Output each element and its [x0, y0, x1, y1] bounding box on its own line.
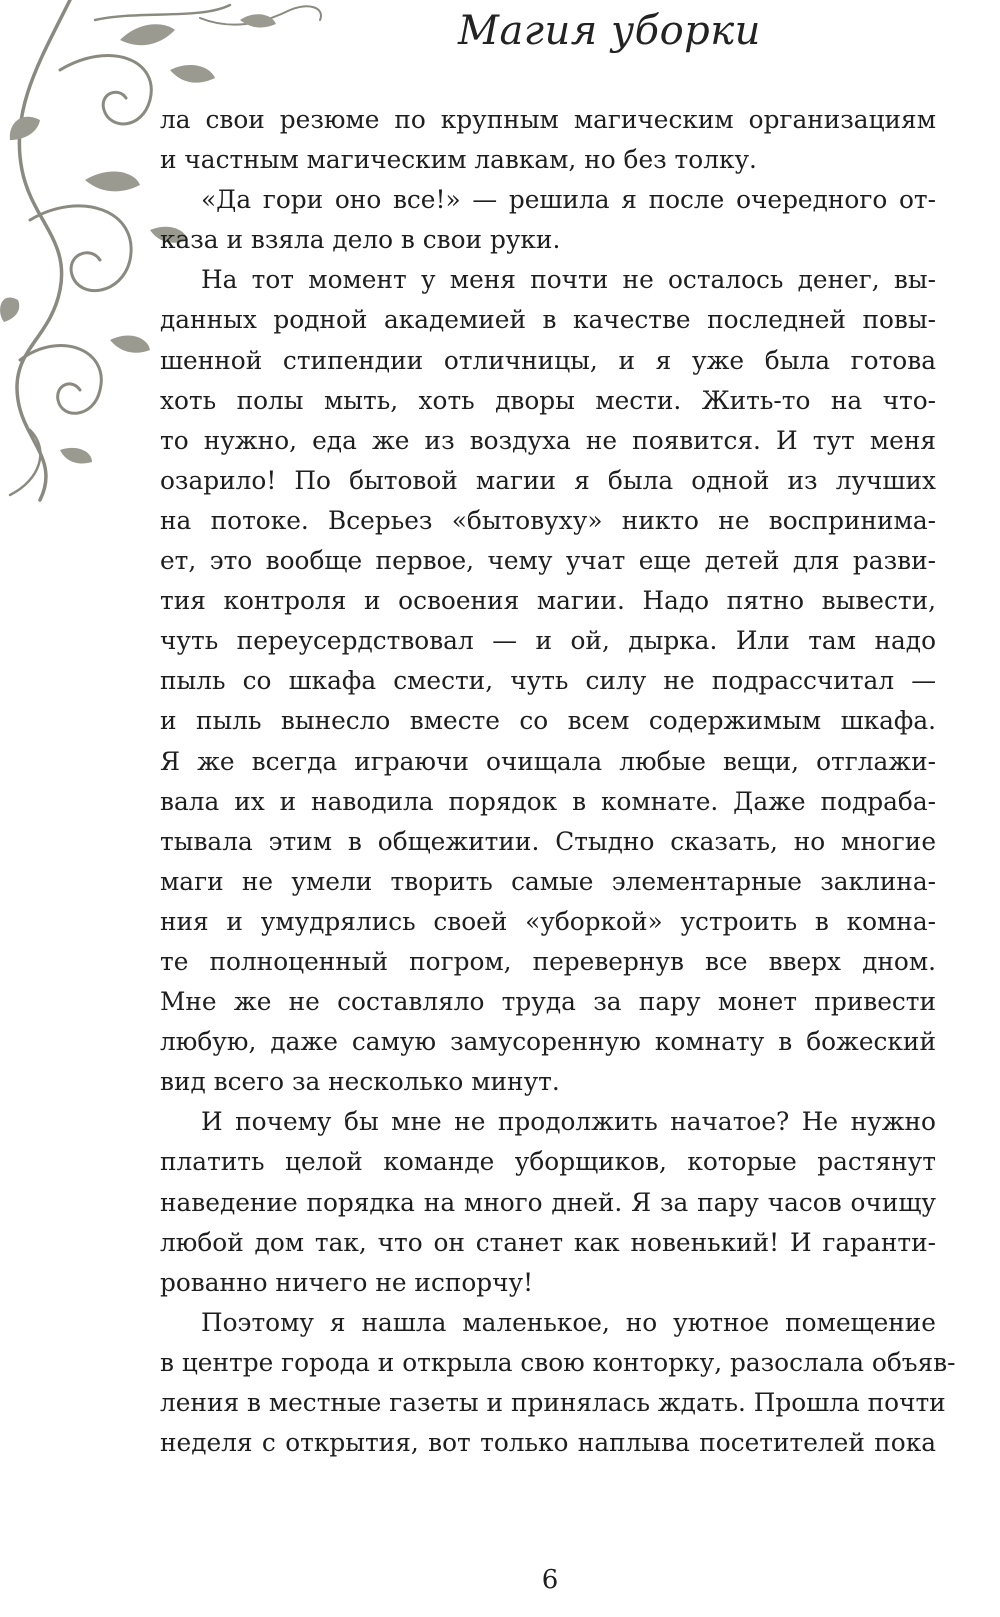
text-line: данных родной академией в качестве последней повы-	[160, 305, 936, 335]
text-body	[160, 100, 956, 1463]
text-line: На тот момент у меня почти не осталось денег, вы-	[201, 265, 936, 295]
text-line: Поэтому я нашла маленькое, но уютное помещение	[201, 1307, 936, 1337]
text-line: Мне же не составляло труда за пару монет привести	[160, 987, 936, 1017]
text-line: чуть переусердствовал — и ой, дырка. Или там надо	[160, 626, 936, 656]
text-line: озарило! По бытовой магии я была одной из лучших	[160, 465, 936, 495]
text-line: на потоке. Всерьез «бытовуху» никто не воспринима-	[160, 505, 936, 535]
text-line: ния и умудрялись своей «уборкой» устроить в комна-	[160, 906, 936, 936]
text-line: любую, даже самую замусоренную комнату в божеский	[160, 1027, 936, 1057]
text-line: вала их и наводила порядок в комнате. Даже подраба-	[160, 786, 936, 816]
paragraph	[160, 1102, 936, 1302]
text-line: и частным магическим лавкам, но без толку.	[160, 145, 757, 175]
text-line: вид всего за несколько минут.	[160, 1067, 560, 1097]
text-line: пыль со шкафа смести, чуть силу не подрассчитал —	[160, 666, 936, 696]
text-line: платить целой команде уборщиков, которые растянут	[160, 1147, 936, 1177]
text-line: ла свои резюме по крупным магическим организациям	[160, 105, 936, 134]
paragraph	[160, 100, 936, 180]
text-line: шенной стипендии отличницы, и я уже была готова	[160, 345, 936, 375]
text-line: рованно ничего не испорчу!	[160, 1267, 534, 1297]
text-line: то нужно, еда же из воздуха не появится. И тут меня	[160, 425, 936, 455]
text-line: тия контроля и освоения магии. Надо пятно вывести,	[160, 586, 936, 616]
text-line: наведение порядка на много дней. Я за пару часов очищу	[160, 1187, 936, 1217]
paragraph	[160, 180, 936, 260]
text-line: ет, это вообще первое, чему учат еще детей для разви-	[160, 546, 936, 576]
text-line: «Да гори оно все!» — решила я после очередного от-	[201, 185, 936, 215]
text-line: каза и взяла дело в свои руки.	[160, 225, 561, 255]
text-line: те полноценный погром, перевернув все вверх дном.	[160, 946, 936, 976]
text-line: тывала этим в общежитии. Стыдно сказать, но многие	[160, 826, 936, 856]
text-line: И почему бы мне не продолжить начатое? Не нужно	[201, 1107, 936, 1137]
text-line: маги не умели творить самые элементарные заклина-	[160, 866, 936, 896]
text-line: хоть полы мыть, хоть дворы мести. Жить-то на что-	[160, 385, 936, 415]
text-line: и пыль вынесло вместе со всем содержимым шкафа.	[160, 706, 936, 736]
text-line: неделя с открытия, вот только наплыва посетителей пока	[160, 1428, 936, 1458]
page-number: 6	[541, 1565, 559, 1595]
paragraph	[160, 1303, 956, 1463]
text-line: ления в местные газеты и принялась ждать. Прошла почти	[160, 1388, 946, 1417]
paragraph	[160, 260, 936, 1102]
text-line: любой дом так, что он станет как новенький! И гаранти-	[160, 1227, 936, 1257]
text-line: в центре города и открыла свою конторку, разослала объяв-	[160, 1347, 956, 1377]
text-line: Я же всегда играючи очищала любые вещи, отглажи-	[160, 746, 936, 776]
running-title: Магия уборки	[458, 8, 761, 54]
running-header	[0, 0, 1000, 80]
